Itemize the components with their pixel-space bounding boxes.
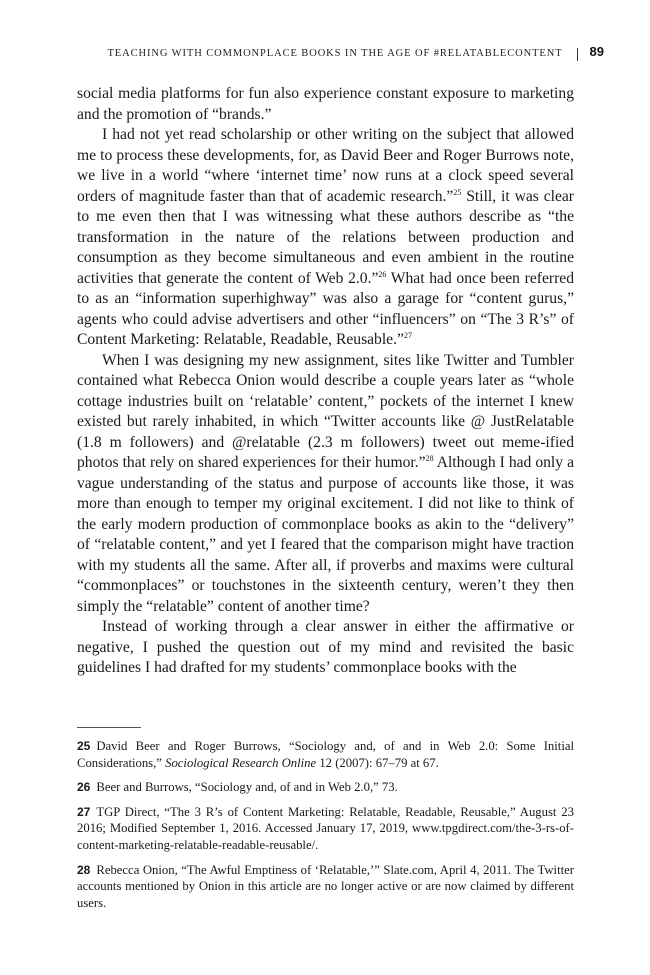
footnote-ref: 26 <box>378 269 387 279</box>
text-run: TGP Direct, “The 3 R’s of Content Marketing: Relatable, Readable, Reusable,” August 23 2016; Modified September 1, 2016. Accessed January 17, 2019, www.tpgdirect.com/the-3-rs-of-content-marketing-relatable-readable-reusable/. <box>77 804 574 852</box>
footnote-number: 26 <box>77 780 91 795</box>
header-separator <box>577 48 578 61</box>
italic-title: Sociological Research Online <box>165 755 317 770</box>
text-run: Still, it was clear to me even then that I was witnessing what these authors describe as “the transformation in the nature of the relations between production and consumption as they become simultaneous and even ambient in the routine activities that generate the content of Web 2.0.” <box>77 187 574 287</box>
footnote <box>77 779 574 796</box>
text-run: Beer and Burrows, “Sociology and, of and in Web 2.0,” 73. <box>96 780 398 795</box>
body-text <box>77 84 574 679</box>
paragraph <box>77 351 574 618</box>
text-run: Rebecca Onion, “The Awful Emptiness of ‘Relatable,’” Slate.com, April 4, 2011. The Twitter accounts mentioned by Onion in this article are no longer active or are now claimed by different users. <box>77 862 574 910</box>
footnote-ref: 28 <box>425 453 434 463</box>
text-run: social media platforms for fun also experience constant exposure to marketing and the promotion of “brands.” <box>77 85 574 123</box>
text-run: When I was designing my new assignment, sites like Twitter and Tumbler contained what Rebecca Onion would describe a couple years later as “whole cottage industries built on ‘relatable’ content,” pockets of the internet I knew existed but rarely inhabited, in which “Twitter accounts like @ JustRelatable (1.8 m followers) and @relatable (2.3 m followers) tweet out meme-ified photos that rely on shared experiences for their humor.” <box>77 351 574 471</box>
text-run: Instead of working through a clear answer in either the affirmative or negative, I pushed the question out of my mind and revisited the basic guidelines I had drafted for my students’ commonplace books with the <box>77 618 574 676</box>
footnote-number: 27 <box>77 804 91 819</box>
text-run: Although I had only a vague understanding of the status and purpose of accounts like those, it was more than enough to temper my original excitement. I did not like to think of the early modern production of commonplace books as akin to the “delivery” of “relatable content,” and yet I feared that the comparison might have traction with my students all the same. After all, if proverbs and maxims were cultural “commonplaces” or touchstones in the sixteenth century, weren’t they then simply the “relatable” content of another time? <box>77 454 574 615</box>
text-run: 12 (2007): 67–79 at 67. <box>316 755 439 770</box>
paragraph <box>77 617 574 679</box>
footnote-ref: 27 <box>403 330 412 340</box>
footnote-number: 25 <box>77 739 91 753</box>
footnotes <box>77 738 574 919</box>
page-number: 89 <box>589 44 604 59</box>
footnote-rule <box>77 727 141 728</box>
paragraph <box>77 125 574 351</box>
text-run: What had once been referred to as an “information superhighway” was also a garage for “content gurus,” agents who could advise advertisers and other “influencers” on “The 3 R’s” of Content Marketing: Relatable, Readable, Reusable.” <box>77 269 574 348</box>
footnote-ref: 25 <box>453 187 462 197</box>
footnote <box>77 862 574 912</box>
footnote <box>77 738 574 771</box>
footnote-number: 28 <box>77 862 91 877</box>
text-run: I had not yet read scholarship or other writing on the subject that allowed me to process these developments, for, as David Beer and Roger Burrows note, we live in a world “where ‘internet time’ now runs at a clock speed several orders of magnitude faster than that of academic research.” <box>77 126 574 205</box>
footnote <box>77 804 574 854</box>
running-head: TEACHING WITH COMMONPLACE BOOKS IN THE AGE OF #RELATABLECONTENT <box>107 48 563 59</box>
page-header <box>90 44 604 64</box>
paragraph <box>77 84 574 125</box>
text-run: David Beer and Roger Burrows, “Sociology and, of and in Web 2.0: Some Initial Considerations,” <box>77 739 574 770</box>
